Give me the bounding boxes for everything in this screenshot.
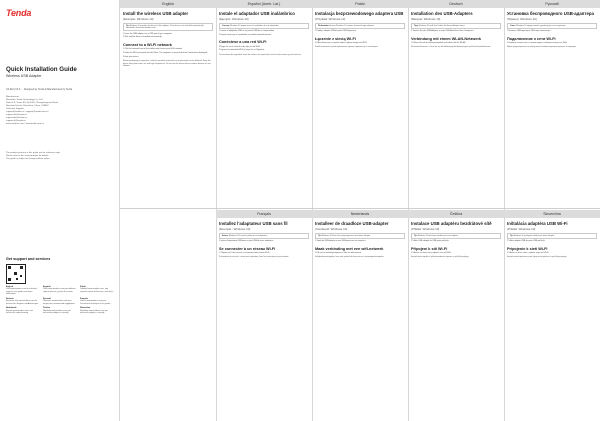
section-title: Se connecter à un réseau Wi-Fi [219,246,276,251]
step: 1 Haga clic en el icono de red y elija su red Wi-Fi. [219,45,261,48]
section-title: Verbindung mit einem WLAN-Netzwerk [411,36,482,41]
step: 2 Wait until the driver is installed automatically. [123,36,162,39]
support-item: English Visit www.tendacn.com for technical support, user guides and more information. [6,286,37,296]
column-header: Polski [312,0,408,8]
body-text: Before performing an operation, read the operation instructions and precautions to be followed. Keep the device away from water, fire and high temperature. Do not use the device where wireless devices are not allowed. [123,60,211,68]
polish-column [312,0,408,49]
step: 1 Stecken Sie den USB-Adapter in einen USB-Anschluss Ihres Computers. [411,30,474,33]
body-text: Меры предосторожности: перед выполнением операции прочтите инструкции. [507,46,577,49]
body-text: Bezpečnostní opatření: před provedením operace si přečtěte pokyny. [411,256,469,259]
disclaimer-line-3: The guide is subject to change without notice. [6,157,51,160]
column-subtitle: (Příklad: Windows 10) [411,226,440,231]
slovak-column [504,210,600,259]
manufacturer-name: Shenzhen Tenda Technology Co., Ltd. [6,98,43,101]
safety-heading: Safety precautions [123,55,139,58]
support-languages [6,286,114,314]
column-header: Español (Amér. Lat.) [216,0,312,8]
step: 1 Klikněte na ikonu sítě a vyberte svou síť Wi-Fi. [411,251,452,254]
column-title: Installeer de draadloze USB-adapter [315,221,389,226]
page-title: Quick Installation Guide [6,66,77,73]
disclaimer-line-1: The product pictures in this guide are for reference only. [6,152,61,154]
spanish-column [216,0,312,56]
section-title: Подключение к сети Wi-Fi [507,36,556,41]
manufacturer-contact-5: www.tendacn.com / www.tenda.com.cn [6,122,44,125]
manufacturer-contact-4: support.fr@tenda.cn [6,119,26,122]
step: 1 Klik op het netwerkpictogram en kies uw wifi-netwerk. [315,251,362,254]
support-item: Slovenčina Navštívte www.tendacn.com pre technickú podporu a návody. [80,307,108,314]
column-title: Instalace USB adaptéru bezdrátové sítě [411,221,492,226]
manufacturer-block [6,96,114,126]
step: 1 Insert the USB adapter into a USB port of your computer. [123,32,173,35]
step: 1 Cliquez sur l'icône réseau et choisissez votre réseau Wi-Fi. [219,251,271,254]
support-item: Deutsch Besuchen Sie www.tendacn.com für technischen Support und Anleitungen. [6,297,39,305]
column-subtitle: (Example: Windows 10) [123,16,154,21]
column-title: Instalacja bezprzewodowego adaptera USB [315,11,404,16]
section-title: Připojení k síti Wi-Fi [411,246,448,251]
manufacturer-address-2: Nanshan District, Shenzhen, China. 518052 [6,104,49,107]
manufacturer-contact-1: support@tenda.cn / support@tenda.com.cn [6,110,49,113]
tip-box: Tip Windows 10 poskytuje ovládač pre tento adaptér. [507,233,597,239]
disclaimer-line-2: Please refer to the actual product for details. [6,154,49,157]
column-subtitle: (Exemple : Windows 10) [219,226,251,231]
step: 1 Click the network icon on the taskbar and choose your Wi-Fi network. [123,47,183,50]
column-subtitle: (Przykład: Windows 10) [315,16,346,21]
column-subtitle: (Voorbeeld: Windows 10) [315,226,348,231]
manufacturer-contact-2: support.uk@tenda.cn [6,113,27,116]
manufacturer-address-1: Floor 6–8, Tower E3, No.1001, Zhongshanyuan Road, [6,101,59,104]
support-item: Español Visite www.tendacn.com para obtener soporte técnico y guías de usuario. [43,286,76,293]
column-header: Čeština [408,210,504,218]
column-title: Установка беспроводного USB-адаптера [507,11,594,16]
step: 1 Вставьте USB-адаптер в USB-порт компьютера. [507,30,551,33]
column-title: Instale el adaptador USB inalámbrico [219,11,295,16]
tip-box: Tipp Windows 10 stellt den Treiber für diesen Adapter bereit. [411,23,501,29]
column-title: Install the wireless USB adapter [123,11,189,16]
row-divider [120,208,600,209]
column-subtitle: (Ejemplo: Windows 10) [219,16,249,21]
step: 1 Kliknite na ikonu siete a vyberte svoju sieť Wi-Fi. [507,251,550,254]
step: 1 Insérez l'adaptateur USB dans un port USB de votre ordinateur. [219,240,274,243]
support-item: Nederlands Bezoek www.tendacn.com voor technische ondersteuning. [6,307,34,314]
step: 1 Inserte el adaptador USB en un puerto USB de su computadora. [219,30,275,33]
manufacturer-label: Manufacturer: [6,96,20,98]
tenda-logo: Tenda [6,8,32,18]
step: 2 Enter the Wi-Fi password and click Next. The computer is connected when Connected is displayed. [123,51,208,54]
cover-panel [0,0,120,421]
step: 1 Steek de USB-adapter in een USB-poort van uw computer. [315,240,366,243]
column-title: Installez l'adaptateur USB sans fil [219,221,288,226]
section-title: Connect to a Wi-Fi network [123,42,172,47]
body-text: Precauciones de seguridad: antes de realizar una operación, lea las instrucciones y precauciones. [219,53,302,56]
support-item: Français Visitez www.tendacn.com pour l'assistance technique et les guides. [80,297,111,305]
qr-code[interactable] [6,264,26,284]
step: 1 Kliknij ikonę sieci na pasku zadań i wybierz swoją sieć Wi-Fi. [315,41,368,44]
body-text: Środki ostrożności: przed wykonaniem operacji zapoznaj się z instrukcjami. [315,46,378,49]
english-column [120,0,216,67]
french-column [216,210,312,259]
column-subtitle: (Пример: Windows 10) [507,16,537,21]
column-header: Français [216,210,312,218]
section-title: Łączenie z siecią Wi-Fi [315,36,356,41]
model-line: U2 (EU) V2.0 … Designed by Tenda & Manufactured by Tenda [6,88,73,91]
russian-column [504,0,600,49]
column-title: Installation des USB-Adapters [411,11,473,16]
tip-box: Consejo Windows 10 proporciona el controlador de este adaptador. [219,23,309,29]
dutch-column [312,210,408,259]
tip-box: Совет Windows 10 предоставляет драйвер для этого адаптера. [507,23,597,29]
body-text: Veiligheidsmaatregelen: lees vóór gebruik de instructies en voorzorgsmaatregelen. [315,256,385,259]
czech-column [408,210,504,259]
step: 1 Vložte adaptér USB do portu USB počítača. [507,240,546,243]
column-title: Inštalácia adaptéra USB Wi-Fi [507,221,568,226]
support-item: Polski Odwiedź www.tendacn.com, aby uzyskać pomoc techniczną i instrukcje. [80,286,114,293]
body-text: Bezpečnostné opatrenia: pred vykonaním operácie si prečítajte pokyny. [507,256,567,259]
step: 2 Espere hasta que el controlador se instale automáticamente. [219,33,272,36]
support-title: Get support and services [6,257,51,261]
support-item: Čeština Navštivte www.tendacn.com pro technickou podporu a návody. [43,307,71,314]
column-header: Slovenčina [504,210,600,218]
tip-box: Tip Windows 10 levert het stuurprogramma voor deze adapter. [315,233,405,239]
tip-box: Wskazówka System Windows 10 zawiera sterownik tego adaptera. [315,23,405,29]
manufacturer-address-3: Technical Support: [6,107,24,110]
step: 2 Ingrese la contraseña Wi-Fi y haga clic en Siguiente. [219,49,265,52]
column-subtitle: (Príklad: Windows 10) [507,226,536,231]
page-subtitle: Wireless USB Adapter [6,74,42,78]
body-text: Sicherheitshinweise: Lesen Sie vor der Bedienung die Anweisungen und Vorsichtsmaßnahmen. [411,46,491,49]
disclaimer-block [6,152,114,161]
step: 1 Klicken Sie auf das Netzwerksymbol und wählen Sie Ihr WLAN. [411,41,466,44]
step: 1 Нажмите значок сети на панели задач и выберите вашу сеть Wi-Fi. [507,41,568,44]
body-text: Précautions de sécurité : avant toute opération, lisez les instructions et précautions. [219,256,289,259]
section-title: Maak verbinding met een wifi-netwerk [315,246,384,251]
tip-box: Tip Windows 10 obsahuje ovladač pro tento adaptér. [411,233,501,239]
german-column [408,0,504,49]
support-item: Русский Посетите www.tendacn.com для получения технической поддержки. [43,297,75,305]
column-header: Nederlands [312,210,408,218]
column-subtitle: (Beispiel: Windows 10) [411,16,441,21]
step: 1 Vložte USB adaptér do USB portu počítače. [411,240,450,243]
manufacturer-contact-3: support.de@tenda.cn [6,116,27,119]
tip-box: Tip Windows 10 provides the driver for this adapter. If the driver is not installed automatically, download it from www.tendacn.com. [123,23,213,32]
step: 1 Podłącz adapter USB do portu USB komputera. [315,30,357,33]
section-title: Conéctese a una red Wi-Fi [219,40,267,45]
column-header: Русский [504,0,600,8]
tip-box: Astuce Windows 10 fournit le pilote de cet adaptateur. [219,233,309,239]
column-header: English [120,0,216,8]
column-header: Deutsch [408,0,504,8]
section-title: Pripojenie k sieti Wi-Fi [507,246,548,251]
